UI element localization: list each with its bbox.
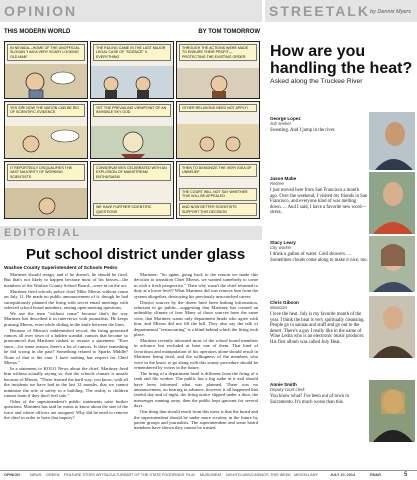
comic-header [4,29,260,39]
answer-name: George Lopez [270,116,301,121]
answer-name: Stacy Leary [270,240,296,245]
photo-jason-mabe [369,172,415,234]
answer-name: Annie Smith [270,382,297,387]
comic-title: THIS MODERN WORLD [4,29,71,35]
answer-george-lopez [270,116,368,134]
streetalk-header: STREETALK [269,3,370,19]
comic-caption-9: THEN TO DEMONIZE THE VERY IDEA OF UNBELIEF [179,164,257,177]
streetalk-byline: by Dennis Myers [370,9,411,15]
photo-george-lopez [369,112,415,170]
page-number: 5 [404,472,408,478]
comic-caption-1: IN NEVADA—HOME OF THE UNOFFICIAL SLOGAN "I AM A VERY SCARY LOOKING OLD MAN" [7,44,85,61]
comic-caption-6: OTHER RELIGIONS NEED NOT APPLY! [179,104,257,112]
footer-section[interactable]: GREEN [46,473,60,477]
comic-panel-7 [4,161,88,219]
streetalk-header-band [265,0,417,22]
footer-date: JULY 10, 2014 [330,473,356,477]
editorial-paragraph: District sources by the dozen have been leaking information, reluctant to go public—suggesting that Martinez has created an unhealthy climate of fear. Many of those sources have the same view, that Martinez wants only department heads who agree with him, and Mieras did not fill the bill. They also say the talk of departmental "restructuring" is a blind behind which the firing took place. [134,299,258,337]
editorial-header: EDITORIAL [4,227,82,239]
comic-panel-2-art [91,42,174,99]
answer-stacy-leary [270,240,368,263]
footer-section[interactable]: NIGHTCLUBS/CASINOS [226,473,269,477]
editorial-paragraph: Martinez should resign, and if he doesn't, he should be fired. But that's not likely to happen because most of his bosses—the members of the Washoe County School Board—were in on the act. [4,272,128,288]
answer-text: I drink a gallon of water. Cold showers. ... Sometimes clouds come along to make it nice, too. [270,252,368,263]
answer-name: Chris Gibson [270,300,299,305]
answer-annie-smith [270,382,368,405]
footer-section[interactable]: MISCELLANY [294,473,319,477]
comic-panel-4-art [5,102,88,159]
comic-panel-4 [4,101,88,159]
comic-panel-7-art [5,162,88,219]
footer-section[interactable]: NEWS [30,473,42,477]
streetalk-question: How are you handling the heat? [270,43,413,77]
comic-panel-5-art [91,102,174,159]
photo-chris-gibson [369,296,415,358]
answer-chris-gibson [270,300,368,345]
editorial-paragraph: We use the term "without cause" because that's the way Martinez has described it in interviews with journalists. He keeps praising Mieras, even while sliding in the knife between the lines. [4,310,128,327]
answer-job: Deputy court clerk [270,387,305,392]
answer-jason-mabe [270,176,368,216]
answer-job: Retiree [270,181,284,186]
photo-stacy-leary [369,236,415,292]
comic-caption-11: WE HAVE FURTHER SCIENTIFIC QUESTIONS [93,203,171,216]
answer-text: I just moved here from San Francisco a month ago. Over the weekend, I visited my friends in San Francisco, and everyone kind of was melting down. ... And I said, I have a favorite new word—stress. [270,188,368,215]
answer-text: I love the heat. July is my favorite month of the year. I think the heat is very spiritually cleansing. People go to saunas and stuff and go out to the desert. There's a guy I really like in the name of Wine Ledra who is an electronic music producer. His first album was called July Heat. [270,312,365,345]
footer-section[interactable]: ARTS&CULTURE [96,473,127,477]
editorial-paragraph: One thing that should result from this mess is that the board and the superintendent should be under more scrutiny in the future by parent groups and journalists. The superintendent and some board members have shown they cannot be trusted. [134,409,258,431]
editorial-paragraph: Martinez recently informed most of the school board members in advance but excluded at least one of them. That kind of favoritism and manipulation of his operators alone should result in Martinez being fired, and the willingness of the members who were in the know to go along with this scanty procedure should be remembered by voters in the future. [134,337,258,370]
comic-panel-2 [90,41,174,99]
comic-panel-3-art [177,42,260,99]
comic-author: BY TOM TOMORROW [198,29,260,35]
comic-caption-7: IT REPORTEDLY DISQUALIFIES THE VAST MAJORITY OF WORKING SCIENTISTS [7,164,85,181]
comic-panel-6 [176,101,260,159]
comic-panel-6-art [177,102,260,159]
footer-section[interactable]: THIS WEEK [270,473,291,477]
editorial-paragraph: Martinez fired schools police chief Mike Mieras without cause on July 11. He made no public announcement of it, though he had surreptitiously planned the firing with secret email meetings with selected school board members, raising open meeting questions. [4,288,128,310]
photo-annie-smith [369,380,415,442]
comic-caption-4: YES SIR! NOW THE NATION CAN BE RID OF SCIENTIFIC EVIDENCE [7,104,85,117]
answer-job: Musician [270,305,287,310]
editorial-paragraph: The firing of a department head is different from the firing of a rank and file worker. The public has a big stake in it and should have been informed what was planned. There was no announcement, no hearing in advance, however it all happened that fateful day and of night, the firing notice slipped under a door, the messenger running away, then the public kept ignorant for several days. [134,370,258,409]
comic-strip [4,41,260,219]
answer-name: Jason Mabe [270,176,297,181]
answer-text: Sweating. And I jump in the river. [270,128,336,133]
editorial-title: Put school district under glass [26,246,246,263]
comic-caption-10: THE COURT WILL NOT SAY WHETHER THIS WILL BE APPEALED [179,188,257,201]
editorial-paragraph: Martinez: "So again, going back to the reason we made this decision to transition Chief Mieras, we wanted somebody to come in with a fresh perspective." Then why wasn't the chief returned to duty at a lower level? What Martinez did was remove him from the system altogether, destroying his previously unscratched career. [134,272,258,299]
footer-section[interactable]: FILM [186,473,195,477]
opinion-header-band [0,0,262,22]
editorial-band [0,226,262,240]
editorial-column-2 [134,272,258,470]
comic-panel-5 [90,101,174,159]
comic-caption-2: THE RULING CAME IN THE LAST MAJOR LEGAL CASE OF "SCIENCE" V. EVERYTHING [93,44,171,61]
editorial-paragraph: Other of the superintendent's public statements raise further questions. Martinez has said he wants to know about the size of the force and where officers are assigned. Why did he need to remove the chief in order to have that inquiry? [4,398,128,421]
opinion-header: OPINION [4,3,78,19]
footer-section[interactable]: MUSICBEAT [200,473,222,477]
comic-panel-3 [176,41,260,99]
editorial-paragraph: Because of Mieras's unblemished record, the firing generated rumors all over town of a hidden scandal, rumors that became so pronounced that Martinez rushed to reissue a statement: "Ever since—for some reason, there's a lot of rumors. Is there something he did wrong in the past? Something related to Sparks Middle? None of that is the case. I have nothing but respect for Chief Mieras." [4,327,128,365]
editorial-lead: Washoe County Superintendent of Schools Pedro [4,266,118,271]
footer-section-opinion[interactable]: OPINION [4,473,21,477]
comic-panel-1 [4,41,88,99]
footer-section[interactable]: FEATURE STORY [64,473,96,477]
answer-job: City worker [270,245,292,250]
comic-caption-5: YET THE PREVAILING VIEWPOINT OF AN INVISIBLE SKY GOD [93,104,171,117]
comic-caption-8: CONSERVATIVES CELEBRATED WITH AN EXPLOSION OF MAINSTREAM ENTHUSIASM [93,164,171,181]
comic-panel-8 [90,161,174,219]
answer-text: You know what? I've been out of town in Sacramento. It's much worse than this. [270,394,349,405]
comic-caption-12: AND NOW BETTER SCIENTISTS SUPPORT THIS DECISION [179,203,257,216]
editorial-paragraph: In a statement to KOLO News about the chief, Martinez fired him without actually saying so, that the schools climate is unsafe because of Mieras. "There learned the hard way, you know, with all the incidents we have had in the last 12 months, that we cannot minimize the role of safety in a building. The reality is children cannot learn if they don't feel safe." [4,365,128,398]
answer-job: Job seeker [270,121,292,126]
comic-caption-3: THROUGH THE ACTIONS WERE MADE TO ENSURE THEIR PROFIT—PROTECTING THE EXISTING ORDER [179,44,257,61]
footer-site: RN&R [370,473,381,477]
footer-section[interactable]: ART OF THE STATE [126,473,162,477]
comic-panel-9 [176,161,260,219]
streetalk-subtitle: Asked along the Truckee River [270,78,363,85]
page-footer [0,470,417,480]
footer-section[interactable]: FOODFINDS [162,473,185,477]
editorial-column-1 [4,272,128,470]
comic-panel-1-art [5,42,88,99]
